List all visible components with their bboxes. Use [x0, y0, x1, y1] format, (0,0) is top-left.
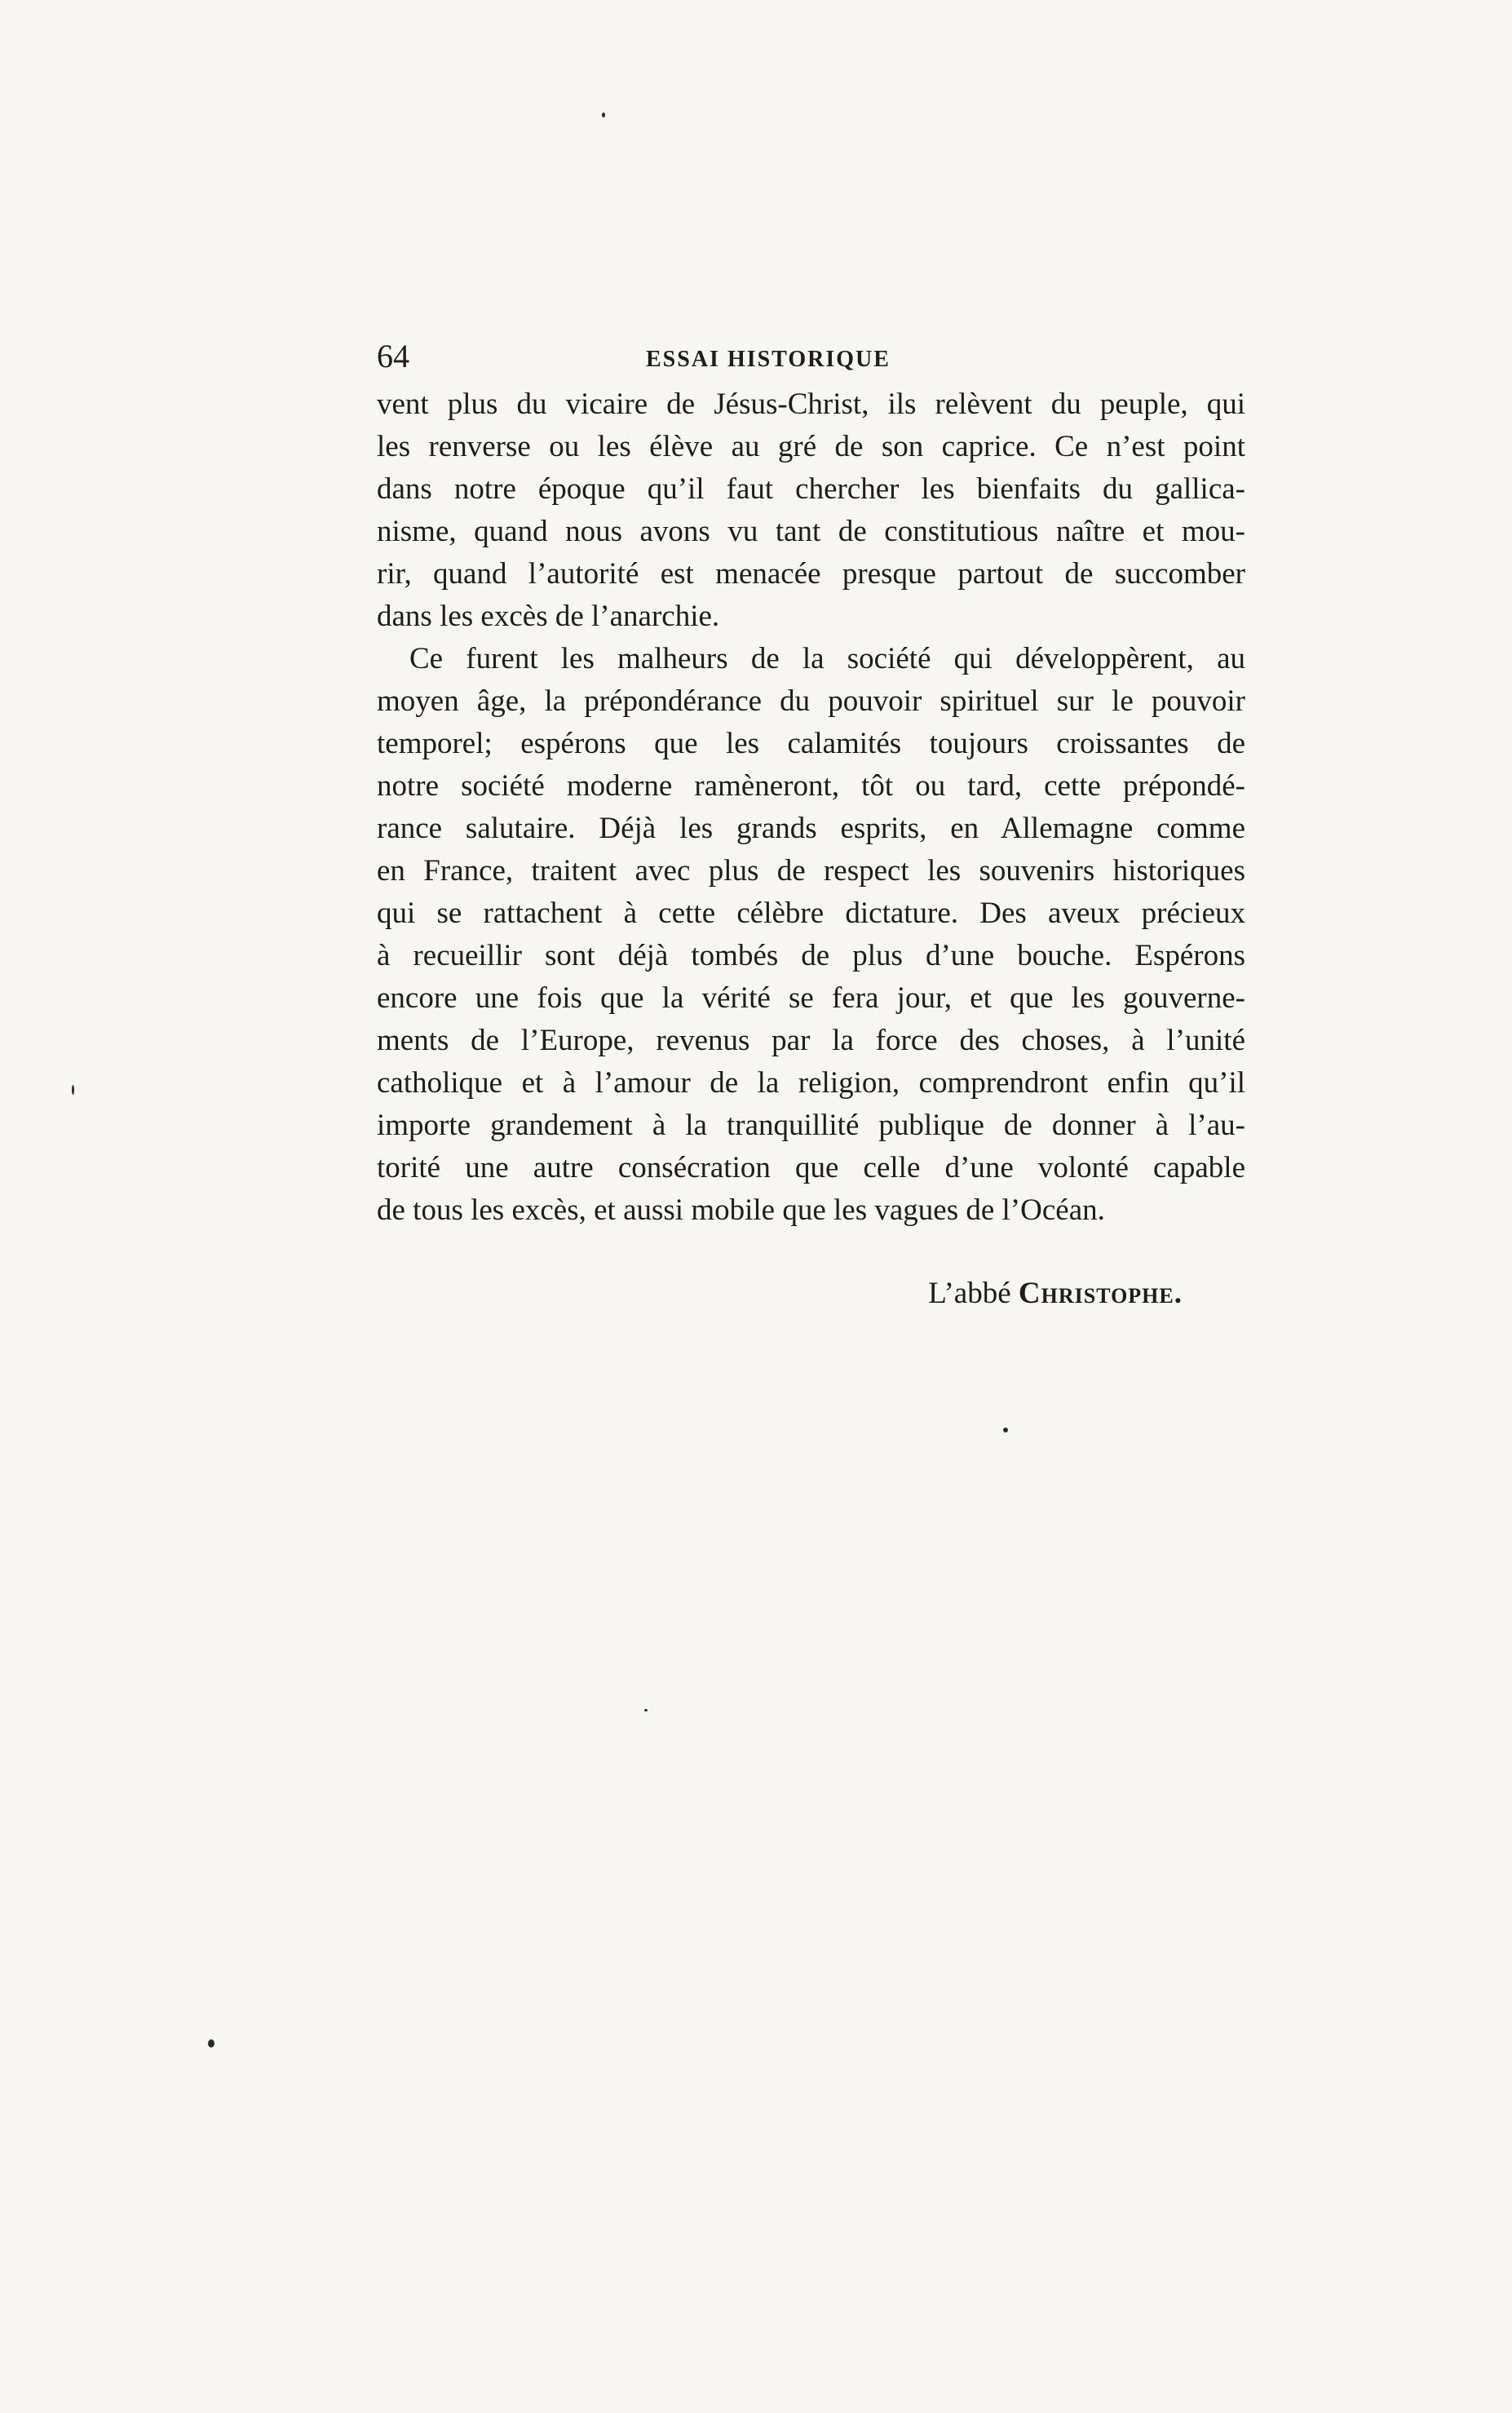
- text-line: moyen âge, la prépondérance du pouvoir spirituel sur le pouvoir: [377, 684, 1245, 718]
- ink-speck: [644, 1709, 648, 1711]
- signature-name: Christophe.: [1018, 1277, 1183, 1310]
- page-header: [377, 330, 1241, 379]
- signature: [816, 1273, 1183, 1315]
- text-line: à recueillir sont déjà tombés de plus d’une bouche. Espérons: [377, 939, 1245, 972]
- ink-speck: [72, 1085, 74, 1095]
- text-line: de tous les excès, et aussi mobile que les vagues de l’Océan.: [377, 1193, 1105, 1227]
- body-text: [377, 383, 1245, 1232]
- text-line: Ce furent les malheurs de la société qui développèrent, au: [409, 642, 1245, 675]
- text-line: notre société moderne ramèneront, tôt ou tard, cette prépondé-: [377, 769, 1245, 803]
- text-line: importe grandement à la tranquillité publique de donner à l’au-: [377, 1109, 1245, 1142]
- text-line: encore une fois que la vérité se fera jour, et que les gouverne-: [377, 981, 1245, 1015]
- ink-speck: [1003, 1428, 1008, 1432]
- ink-speck: [602, 113, 605, 117]
- text-line: rir, quand l’autorité est menacée presque partout de succomber: [377, 557, 1245, 591]
- signature-prefix: L’abbé: [928, 1277, 1019, 1310]
- text-line: nisme, quand nous avons vu tant de constitutious naître et mou-: [377, 515, 1245, 548]
- text-line: ments de l’Europe, revenus par la force des choses, à l’unité: [377, 1024, 1245, 1057]
- text-line: en France, traitent avec plus de respect les souvenirs historiques: [377, 854, 1245, 888]
- text-line: temporel; espérons que les calamités toujours croissantes de: [377, 727, 1245, 760]
- text-line: catholique et à l’amour de la religion, comprendront enfin qu’il: [377, 1066, 1245, 1100]
- text-line: rance salutaire. Déjà les grands esprits, en Allemagne comme: [377, 812, 1245, 845]
- text-line: qui se rattachent à cette célèbre dictature. Des aveux précieux: [377, 897, 1245, 930]
- text-line: vent plus du vicaire de Jésus-Christ, ils relèvent du peuple, qui: [377, 387, 1245, 421]
- running-head: ESSAI HISTORIQUE: [646, 347, 891, 372]
- text-line: torité une autre consécration que celle d’une volonté capable: [377, 1151, 1245, 1184]
- page-number: 64: [377, 338, 409, 374]
- text-line: dans les excès de l’anarchie.: [377, 600, 720, 633]
- text-line: dans notre époque qu’il faut chercher les bienfaits du gallica-: [377, 472, 1245, 506]
- ink-speck: [208, 2039, 214, 2048]
- text-line: les renverse ou les élève au gré de son caprice. Ce n’est point: [377, 430, 1245, 463]
